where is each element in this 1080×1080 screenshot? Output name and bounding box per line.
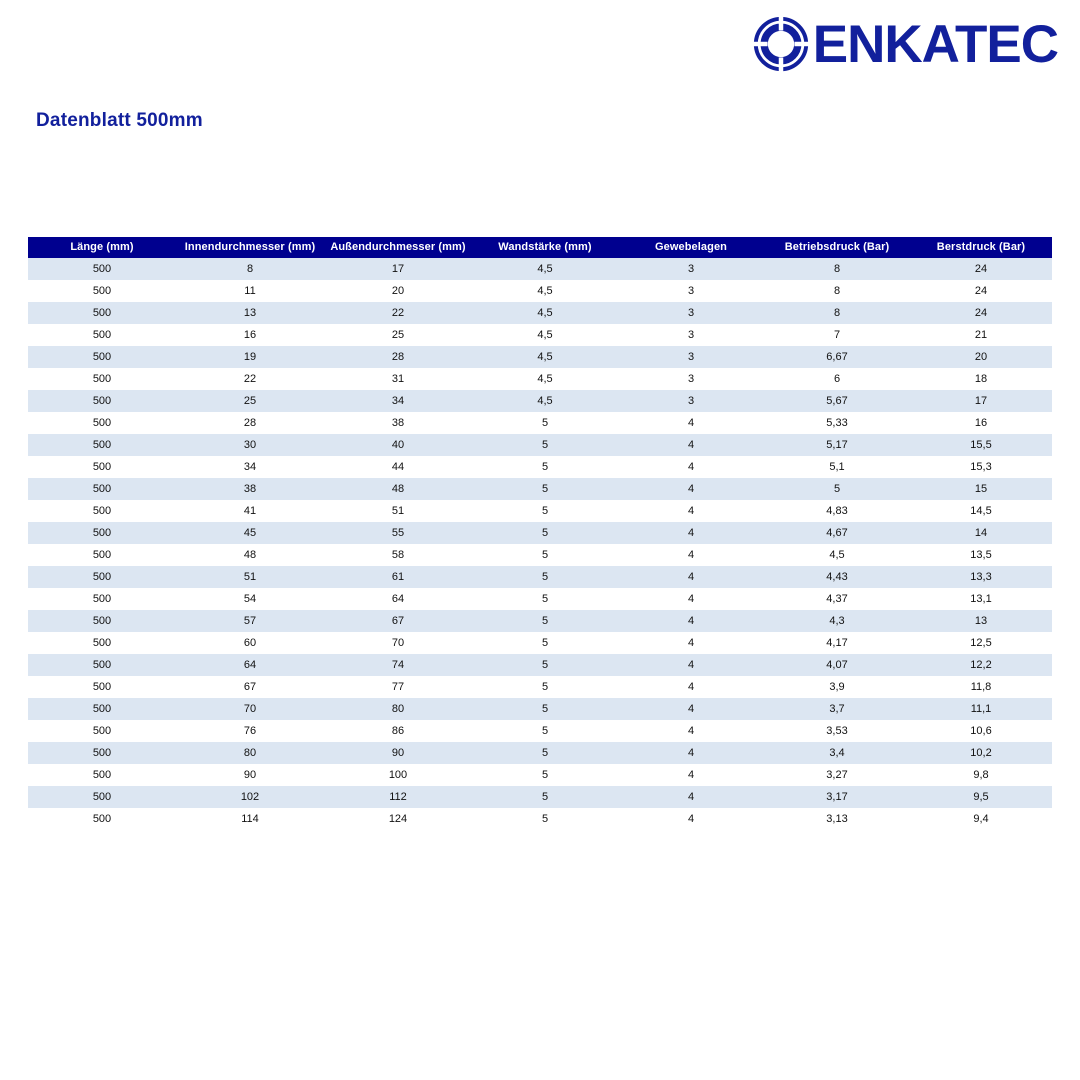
table-cell: 67 xyxy=(324,610,472,632)
table-cell: 28 xyxy=(324,346,472,368)
table-cell: 4 xyxy=(618,764,764,786)
table-row xyxy=(28,808,1052,830)
table-cell: 5 xyxy=(472,544,618,566)
table-cell: 11,1 xyxy=(910,698,1052,720)
table-cell: 9,8 xyxy=(910,764,1052,786)
table-cell: 10,2 xyxy=(910,742,1052,764)
table-cell: 112 xyxy=(324,786,472,808)
table-cell: 34 xyxy=(176,456,324,478)
table-cell: 4 xyxy=(618,566,764,588)
datasheet-table xyxy=(28,237,1052,830)
table-cell: 64 xyxy=(176,654,324,676)
enkatec-ring-logo-icon xyxy=(753,16,809,72)
table-cell: 74 xyxy=(324,654,472,676)
table-cell: 500 xyxy=(28,698,176,720)
table-row xyxy=(28,412,1052,434)
table-cell: 5 xyxy=(472,456,618,478)
page-title: Datenblatt 500mm xyxy=(36,110,203,131)
table-cell: 500 xyxy=(28,566,176,588)
table-row xyxy=(28,720,1052,742)
table-cell: 5 xyxy=(472,654,618,676)
table-cell: 20 xyxy=(910,346,1052,368)
table-cell: 64 xyxy=(324,588,472,610)
table-header-row xyxy=(28,237,1052,258)
table-cell: 3,13 xyxy=(764,808,910,830)
table-cell: 4,5 xyxy=(472,368,618,390)
table-cell: 6,67 xyxy=(764,346,910,368)
table-column-header: Wandstärke (mm) xyxy=(472,237,618,258)
table-cell: 3 xyxy=(618,390,764,412)
table-cell: 5 xyxy=(472,720,618,742)
table-cell: 38 xyxy=(176,478,324,500)
table-cell: 500 xyxy=(28,412,176,434)
table-cell: 500 xyxy=(28,610,176,632)
table-cell: 500 xyxy=(28,390,176,412)
table-cell: 55 xyxy=(324,522,472,544)
table-cell: 4,3 xyxy=(764,610,910,632)
table-cell: 4,37 xyxy=(764,588,910,610)
table-cell: 4 xyxy=(618,676,764,698)
table-cell: 4 xyxy=(618,808,764,830)
table-cell: 5 xyxy=(472,786,618,808)
table-cell: 11 xyxy=(176,280,324,302)
table-cell: 13,3 xyxy=(910,566,1052,588)
table-cell: 18 xyxy=(910,368,1052,390)
table-row xyxy=(28,478,1052,500)
table-row xyxy=(28,280,1052,302)
table-cell: 4 xyxy=(618,456,764,478)
table-cell: 17 xyxy=(910,390,1052,412)
table-cell: 51 xyxy=(176,566,324,588)
table-cell: 90 xyxy=(176,764,324,786)
table-cell: 9,5 xyxy=(910,786,1052,808)
table-cell: 5 xyxy=(472,500,618,522)
table-cell: 3 xyxy=(618,302,764,324)
table-cell: 100 xyxy=(324,764,472,786)
table-cell: 6 xyxy=(764,368,910,390)
table-cell: 500 xyxy=(28,544,176,566)
table-cell: 34 xyxy=(324,390,472,412)
table-row xyxy=(28,786,1052,808)
table-cell: 102 xyxy=(176,786,324,808)
table-cell: 5,33 xyxy=(764,412,910,434)
table-cell: 5,1 xyxy=(764,456,910,478)
table-cell: 15 xyxy=(910,478,1052,500)
table-cell: 3 xyxy=(618,368,764,390)
table-cell: 11,8 xyxy=(910,676,1052,698)
brand-logo xyxy=(753,16,1058,72)
table-cell: 70 xyxy=(324,632,472,654)
table-row xyxy=(28,500,1052,522)
table-cell: 5 xyxy=(472,434,618,456)
table-row xyxy=(28,456,1052,478)
table-cell: 3 xyxy=(618,280,764,302)
table-cell: 500 xyxy=(28,808,176,830)
table-cell: 4 xyxy=(618,522,764,544)
table-cell: 4,5 xyxy=(472,258,618,280)
table-cell: 12,2 xyxy=(910,654,1052,676)
table-cell: 124 xyxy=(324,808,472,830)
table-column-header: Außendurchmesser (mm) xyxy=(324,237,472,258)
table-cell: 24 xyxy=(910,280,1052,302)
table-cell: 4,67 xyxy=(764,522,910,544)
table-cell: 500 xyxy=(28,500,176,522)
table-cell: 5 xyxy=(472,522,618,544)
table-cell: 500 xyxy=(28,786,176,808)
table-cell: 15,3 xyxy=(910,456,1052,478)
table-row xyxy=(28,258,1052,280)
table-cell: 3,7 xyxy=(764,698,910,720)
table-cell: 500 xyxy=(28,258,176,280)
table-cell: 86 xyxy=(324,720,472,742)
page-header xyxy=(0,0,1080,90)
table-cell: 4,17 xyxy=(764,632,910,654)
table-cell: 500 xyxy=(28,522,176,544)
table-cell: 17 xyxy=(324,258,472,280)
table-cell: 5 xyxy=(472,676,618,698)
table-row xyxy=(28,698,1052,720)
table-cell: 14,5 xyxy=(910,500,1052,522)
table-cell: 9,4 xyxy=(910,808,1052,830)
table-row xyxy=(28,368,1052,390)
table-row xyxy=(28,522,1052,544)
table-cell: 4,83 xyxy=(764,500,910,522)
table-cell: 13 xyxy=(910,610,1052,632)
table-cell: 15,5 xyxy=(910,434,1052,456)
table-cell: 4 xyxy=(618,434,764,456)
table-cell: 4,5 xyxy=(764,544,910,566)
table-cell: 3 xyxy=(618,324,764,346)
table-cell: 4,5 xyxy=(472,390,618,412)
table-cell: 4,5 xyxy=(472,280,618,302)
table-cell: 500 xyxy=(28,302,176,324)
table-cell: 48 xyxy=(176,544,324,566)
table-cell: 8 xyxy=(764,258,910,280)
table-cell: 4 xyxy=(618,544,764,566)
table-cell: 500 xyxy=(28,368,176,390)
table-cell: 8 xyxy=(176,258,324,280)
table-row xyxy=(28,632,1052,654)
table-cell: 5 xyxy=(764,478,910,500)
table-cell: 4 xyxy=(618,698,764,720)
table-cell: 80 xyxy=(324,698,472,720)
table-cell: 21 xyxy=(910,324,1052,346)
table-cell: 25 xyxy=(324,324,472,346)
table-cell: 13 xyxy=(176,302,324,324)
table-cell: 3 xyxy=(618,346,764,368)
table-cell: 57 xyxy=(176,610,324,632)
table-cell: 77 xyxy=(324,676,472,698)
table-cell: 4 xyxy=(618,742,764,764)
table-cell: 24 xyxy=(910,258,1052,280)
table-cell: 90 xyxy=(324,742,472,764)
table-row xyxy=(28,764,1052,786)
table-cell: 4 xyxy=(618,786,764,808)
table-cell: 5 xyxy=(472,698,618,720)
table-cell: 80 xyxy=(176,742,324,764)
table-cell: 500 xyxy=(28,346,176,368)
table-cell: 500 xyxy=(28,742,176,764)
table-cell: 19 xyxy=(176,346,324,368)
table-cell: 4 xyxy=(618,588,764,610)
table-cell: 4,07 xyxy=(764,654,910,676)
table-cell: 114 xyxy=(176,808,324,830)
table-cell: 40 xyxy=(324,434,472,456)
table-row xyxy=(28,434,1052,456)
table-cell: 500 xyxy=(28,588,176,610)
table-cell: 3,53 xyxy=(764,720,910,742)
table-row xyxy=(28,742,1052,764)
table-cell: 3 xyxy=(618,258,764,280)
table-cell: 5 xyxy=(472,742,618,764)
table-cell: 24 xyxy=(910,302,1052,324)
table-cell: 45 xyxy=(176,522,324,544)
table-cell: 4 xyxy=(618,412,764,434)
table-cell: 25 xyxy=(176,390,324,412)
table-column-header: Berstdruck (Bar) xyxy=(910,237,1052,258)
table-cell: 4 xyxy=(618,632,764,654)
table-row xyxy=(28,566,1052,588)
table-row xyxy=(28,588,1052,610)
table-column-header: Länge (mm) xyxy=(28,237,176,258)
table-cell: 500 xyxy=(28,456,176,478)
table-cell: 7 xyxy=(764,324,910,346)
table-column-header: Gewebelagen xyxy=(618,237,764,258)
table-body xyxy=(28,258,1052,830)
table-cell: 31 xyxy=(324,368,472,390)
table-row xyxy=(28,346,1052,368)
table-cell: 22 xyxy=(324,302,472,324)
table-header xyxy=(28,237,1052,258)
brand-name: ENKATEC xyxy=(812,14,1058,74)
table-cell: 5 xyxy=(472,808,618,830)
table-cell: 3,4 xyxy=(764,742,910,764)
datasheet-table-wrapper xyxy=(28,237,1052,830)
table-cell: 41 xyxy=(176,500,324,522)
table-cell: 4 xyxy=(618,500,764,522)
table-cell: 54 xyxy=(176,588,324,610)
table-row xyxy=(28,676,1052,698)
table-cell: 500 xyxy=(28,324,176,346)
table-cell: 16 xyxy=(910,412,1052,434)
table-cell: 8 xyxy=(764,302,910,324)
table-cell: 48 xyxy=(324,478,472,500)
table-cell: 4,5 xyxy=(472,302,618,324)
table-cell: 5 xyxy=(472,566,618,588)
table-cell: 4 xyxy=(618,654,764,676)
table-cell: 5 xyxy=(472,610,618,632)
table-row xyxy=(28,654,1052,676)
table-cell: 5 xyxy=(472,764,618,786)
table-cell: 13,5 xyxy=(910,544,1052,566)
table-cell: 22 xyxy=(176,368,324,390)
table-cell: 67 xyxy=(176,676,324,698)
table-row xyxy=(28,390,1052,412)
table-cell: 10,6 xyxy=(910,720,1052,742)
table-cell: 500 xyxy=(28,720,176,742)
table-row xyxy=(28,324,1052,346)
table-cell: 38 xyxy=(324,412,472,434)
table-cell: 3,17 xyxy=(764,786,910,808)
table-row xyxy=(28,544,1052,566)
table-cell: 500 xyxy=(28,764,176,786)
table-cell: 5 xyxy=(472,632,618,654)
table-cell: 60 xyxy=(176,632,324,654)
table-cell: 4 xyxy=(618,610,764,632)
table-cell: 500 xyxy=(28,654,176,676)
table-cell: 51 xyxy=(324,500,472,522)
table-cell: 58 xyxy=(324,544,472,566)
table-cell: 4 xyxy=(618,478,764,500)
table-cell: 3,9 xyxy=(764,676,910,698)
table-cell: 4,43 xyxy=(764,566,910,588)
table-row xyxy=(28,610,1052,632)
table-column-header: Innendurchmesser (mm) xyxy=(176,237,324,258)
table-cell: 8 xyxy=(764,280,910,302)
table-cell: 500 xyxy=(28,676,176,698)
table-cell: 76 xyxy=(176,720,324,742)
table-cell: 16 xyxy=(176,324,324,346)
table-row xyxy=(28,302,1052,324)
table-cell: 500 xyxy=(28,280,176,302)
table-cell: 3,27 xyxy=(764,764,910,786)
table-cell: 5 xyxy=(472,588,618,610)
table-cell: 5 xyxy=(472,478,618,500)
table-column-header: Betriebsdruck (Bar) xyxy=(764,237,910,258)
table-cell: 44 xyxy=(324,456,472,478)
table-cell: 5 xyxy=(472,412,618,434)
table-cell: 20 xyxy=(324,280,472,302)
table-cell: 500 xyxy=(28,632,176,654)
table-cell: 28 xyxy=(176,412,324,434)
table-cell: 5,17 xyxy=(764,434,910,456)
table-cell: 500 xyxy=(28,434,176,456)
table-cell: 500 xyxy=(28,478,176,500)
table-cell: 13,1 xyxy=(910,588,1052,610)
table-cell: 30 xyxy=(176,434,324,456)
table-cell: 61 xyxy=(324,566,472,588)
table-cell: 14 xyxy=(910,522,1052,544)
table-cell: 5,67 xyxy=(764,390,910,412)
table-cell: 70 xyxy=(176,698,324,720)
table-cell: 4,5 xyxy=(472,346,618,368)
table-cell: 4 xyxy=(618,720,764,742)
table-cell: 4,5 xyxy=(472,324,618,346)
table-cell: 12,5 xyxy=(910,632,1052,654)
